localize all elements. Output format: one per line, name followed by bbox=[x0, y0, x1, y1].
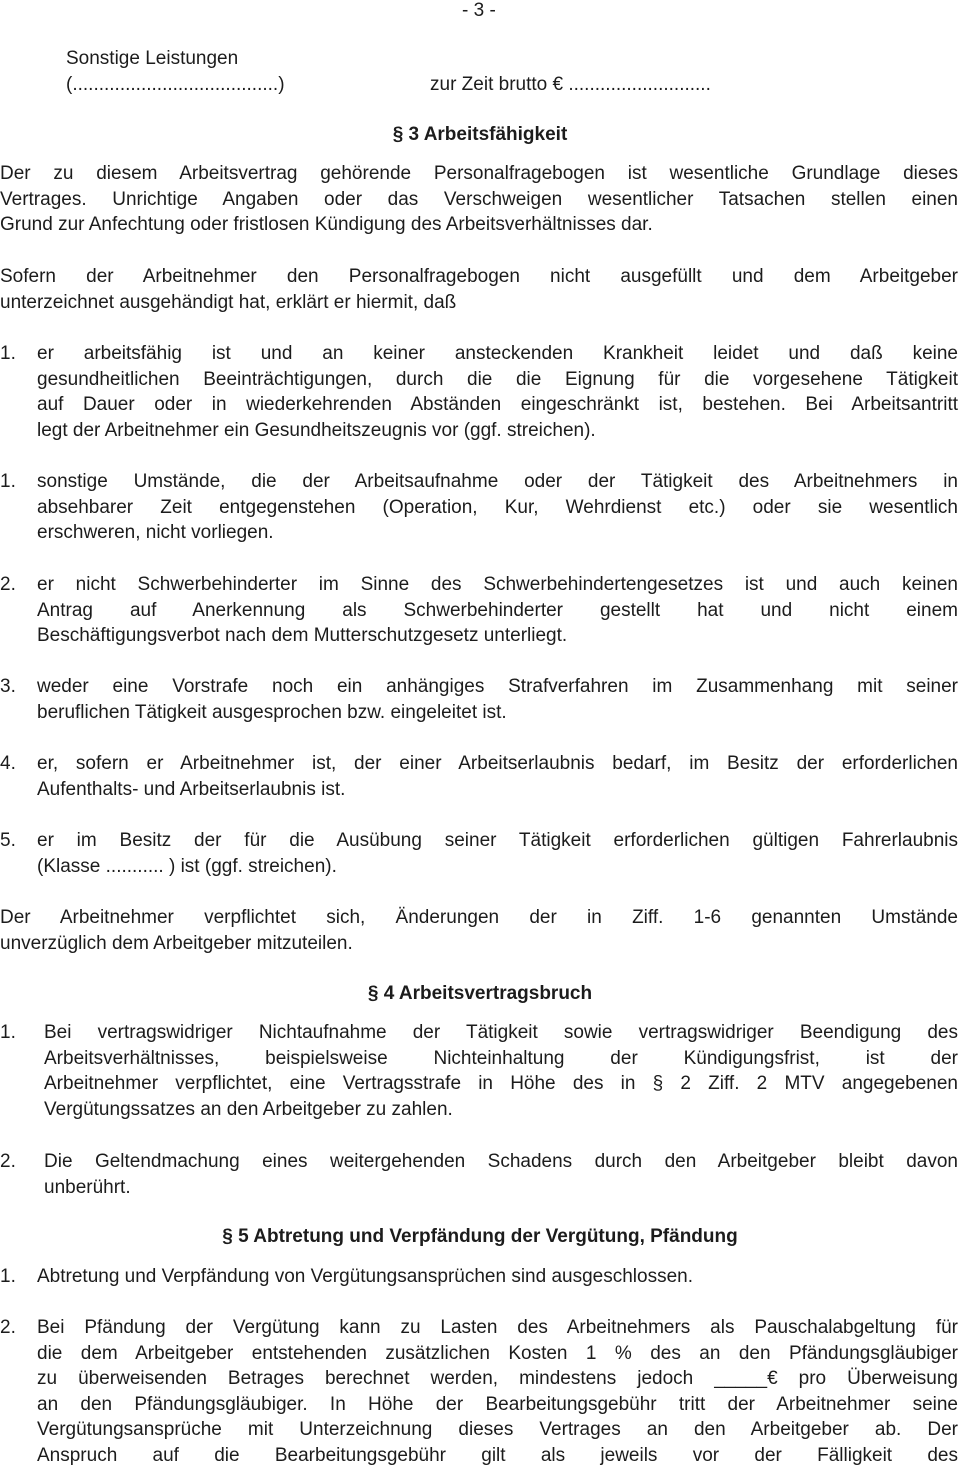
text-line: er nicht Schwerbehinderter im Sinne des Schwerbehindertengesetzes ist und auch keinen bbox=[37, 574, 958, 595]
section-3-paragraph-3 bbox=[0, 905, 958, 956]
text-line: unterzeichnet ausgehändigt hat, erklärt er hiermit, daß bbox=[0, 291, 457, 313]
text-line: Anspruch auf die Bearbeitungsgebühr gilt als jeweils vor der Fälligkeit des bbox=[37, 1444, 958, 1466]
section-4-heading: § 4 Arbeitsvertragsbruch bbox=[367, 983, 593, 1004]
text-line: (Klasse ........... ) ist (ggf. streichen). bbox=[37, 855, 337, 877]
text-line: unverzüglich dem Arbeitgeber mitzuteilen. bbox=[0, 932, 353, 954]
text-line: Arbeitsverhältnisses, beispielsweise Nichteinhaltung der Kündigungsfrist, ist der bbox=[44, 1047, 958, 1069]
text-line: Der Arbeitnehmer verpflichtet sich, Änderungen der in Ziff. 1-6 genannten Umstände bbox=[0, 907, 958, 928]
section-5-heading: § 5 Abtretung und Verpfändung der Vergütung, Pfändung bbox=[222, 1226, 738, 1247]
section-3-paragraph-2 bbox=[0, 264, 958, 315]
section-3-paragraph-1 bbox=[0, 161, 958, 238]
page-number: - 3 - bbox=[462, 0, 496, 21]
list-number: 2. bbox=[0, 1317, 16, 1338]
text-line: beruflichen Tätigkeit ausgesprochen bzw. eingeleitet ist. bbox=[37, 701, 507, 723]
list-number: 1. bbox=[0, 1266, 16, 1287]
list-number: 3. bbox=[0, 676, 16, 697]
list-number: 1. bbox=[0, 471, 16, 492]
text-line: Bei vertragswidriger Nichtaufnahme der Tätigkeit sowie vertragswidriger Beendigung des bbox=[44, 1022, 958, 1043]
text-line: er, sofern er Arbeitnehmer ist, der einer Arbeitserlaubnis bedarf, im Besitz der erforderlichen bbox=[37, 753, 958, 774]
list-number: 5. bbox=[0, 830, 16, 851]
text-line: die dem Arbeitgeber entstehenden zusätzlichen Kosten 1 % des an den Pfändungsgläubiger bbox=[37, 1342, 958, 1364]
list-number: 4. bbox=[0, 753, 16, 774]
text-line: Vergütungssatzes an den Arbeitgeber zu zahlen. bbox=[44, 1098, 453, 1120]
text-line: Beschäftigungsverbot nach dem Mutterschutzgesetz unterliegt. bbox=[37, 625, 568, 647]
text-line: er arbeitsfähig ist und an keiner ansteckenden Krankheit leidet und daß keine bbox=[37, 343, 958, 364]
list-number: 2. bbox=[0, 574, 16, 595]
text-line: an den Pfändungsgläubiger. In Höhe der Bearbeitungsgebühr tritt der Arbeitnehmer seine bbox=[37, 1393, 958, 1415]
text-line: weder eine Vorstrafe noch ein anhängiges Strafverfahren im Zusammenhang mit seiner bbox=[37, 676, 958, 697]
list-number: 1. bbox=[0, 343, 16, 364]
brutto-field: zur Zeit brutto € ........................... bbox=[430, 74, 711, 95]
text-line: unberührt. bbox=[44, 1176, 131, 1198]
text-line: zu überweisenden Betrages berechnet werden, mindestens jedoch _____€ pro Überweisung bbox=[37, 1368, 958, 1390]
text-line: absehbarer Zeit entgegenstehen (Operation, Kur, Wehrdienst etc.) oder sie wesentlich bbox=[37, 496, 958, 518]
text-line: Die Geltendmachung eines weitergehenden Schadens durch den Arbeitgeber bleibt davon bbox=[44, 1151, 958, 1172]
text-line: Antrag auf Anerkennung als Schwerbehinderter gestellt hat und nicht einem bbox=[37, 599, 958, 621]
text-line: Sofern der Arbeitnehmer den Personalfragebogen nicht ausgefüllt und dem Arbeitgeber bbox=[0, 266, 958, 287]
text-line: Arbeitnehmer verpflichtet, eine Vertragsstrafe in Höhe des in § 2 Ziff. 2 MTV angegebenen bbox=[44, 1073, 958, 1095]
text-line: Bei Pfändung der Vergütung kann zu Lasten des Arbeitnehmers als Pauschalabgeltung für bbox=[37, 1317, 958, 1338]
text-line: Grund zur Anfechtung oder fristlosen Kündigung des Arbeitsverhältnisses dar. bbox=[0, 214, 653, 236]
text-line: Aufenthalts- und Arbeitserlaubnis ist. bbox=[37, 778, 346, 800]
sonstige-leistungen-label: Sonstige Leistungen bbox=[66, 48, 239, 69]
text-line: er im Besitz der für die Ausübung seiner Tätigkeit erforderlichen gültigen Fahrerlaubnis bbox=[37, 830, 958, 851]
text-line: erschweren, nicht vorliegen. bbox=[37, 522, 274, 544]
text-line: Vergütungsansprüche mit Unterzeichnung dieses Vertrages an den Arbeitgeber ab. Der bbox=[37, 1419, 958, 1441]
text-line: Vertrages. Unrichtige Angaben oder das Verschweigen wesentlicher Tatsachen stellen einen bbox=[0, 188, 958, 210]
text-line: Der zu diesem Arbeitsvertrag gehörende Personalfragebogen ist wesentliche Grundlage dieses bbox=[0, 163, 958, 184]
section-3-heading: § 3 Arbeitsfähigkeit bbox=[392, 124, 568, 145]
text-line: sonstige Umstände, die der Arbeitsaufnahme oder der Tätigkeit des Arbeitnehmers in bbox=[37, 471, 958, 492]
text-line: auf Dauer oder in wiederkehrenden Abständen eingeschränkt ist, bestehen. Bei Arbeitsantritt bbox=[37, 394, 958, 416]
list-number: 1. bbox=[0, 1022, 16, 1043]
sonstige-leistungen-blank: (.......................................) bbox=[66, 74, 285, 95]
text-line: gesundheitlichen Beeinträchtigungen, durch die die Eignung für die vorgesehene Tätigkeit bbox=[37, 368, 958, 390]
text-line: Abtretung und Verpfändung von Vergütungsansprüchen sind ausgeschlossen. bbox=[37, 1266, 693, 1287]
text-line: legt der Arbeitnehmer ein Gesundheitszeugnis vor (ggf. streichen). bbox=[37, 419, 596, 441]
list-number: 2. bbox=[0, 1151, 16, 1172]
